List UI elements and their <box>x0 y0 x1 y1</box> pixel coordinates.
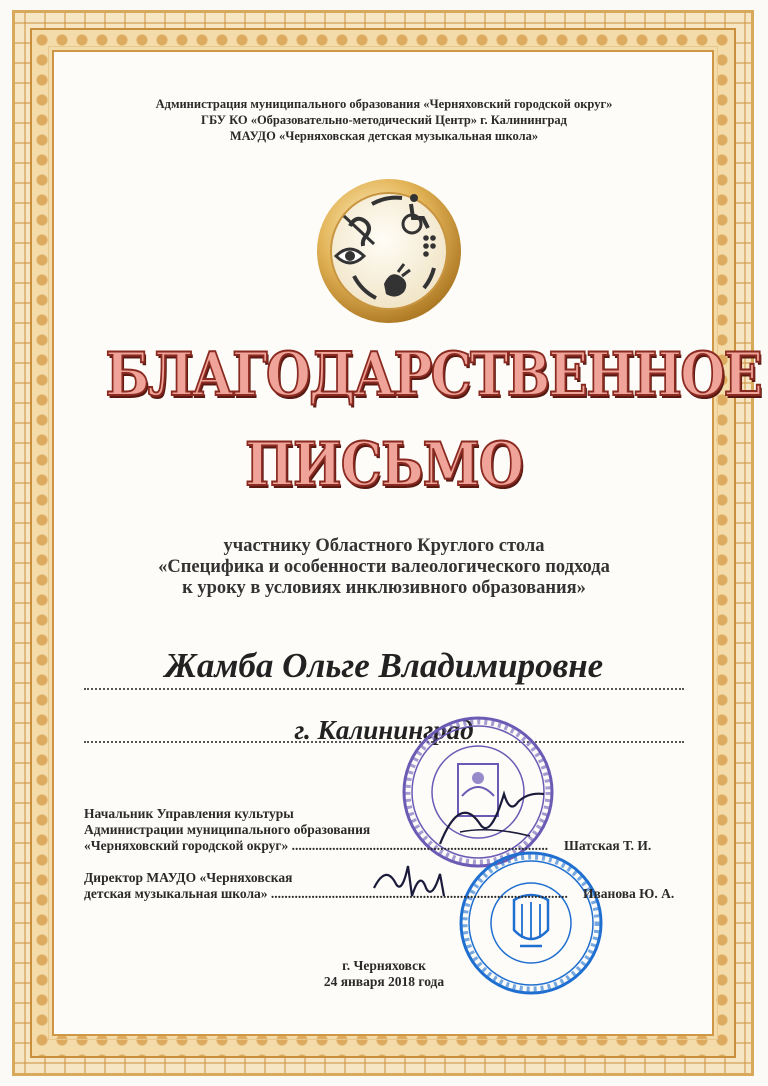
signatory-1-line-1: Начальник Управления культуры <box>84 806 294 821</box>
signatory-1-name: Шатская Т. И. <box>564 838 652 853</box>
signatory-2-line-1: Директор МАУДО «Черняховская <box>84 870 293 885</box>
dedication-text <box>60 536 708 599</box>
signatory-2-name: Иванова Ю. А. <box>583 886 675 901</box>
issue-date: 24 января 2018 года <box>323 974 445 989</box>
dotted-divider <box>84 741 684 743</box>
eye-icon <box>336 249 364 263</box>
signatory-1-line-2: Администрации муниципального образования <box>84 822 371 837</box>
recipient-city: г. Калининград <box>294 715 474 745</box>
signatory-1-title <box>84 806 549 854</box>
dedication-line-2: «Специфика и особенности валеологического подхода <box>158 557 610 577</box>
certificate-subtitle: ПИСЬМО <box>244 430 524 500</box>
issue-city: г. Черняховск <box>342 958 426 973</box>
recipient-name: Жамба Ольге Владимировне <box>164 646 604 685</box>
signatory-2-title <box>84 870 568 902</box>
issue-place-date <box>60 958 708 990</box>
dedication-line-3: к уроку в условиях инклюзивного образования» <box>182 578 586 598</box>
dotted-divider <box>84 688 684 690</box>
issuer-line-3: МАУДО «Черняховская детская музыкальная школа» <box>229 129 539 143</box>
signatory-1-line-3: «Черняховский городской округ» ............................................................................ <box>84 838 549 853</box>
issuer-line-2: ГБУ КО «Образовательно-методический Центр» г. Калининград <box>201 113 567 127</box>
issuer-line-1: Администрация муниципального образования «Черняховский городской округ» <box>155 97 613 111</box>
certificate-title: БЛАГОДАРСТВЕННОЕ <box>105 340 762 410</box>
signatory-2-line-2: детская музыкальная школа» ........................................................................................ <box>84 886 568 901</box>
dedication-line-1: участнику Областного Круглого стола <box>223 536 545 556</box>
accessibility-medallion <box>314 176 464 326</box>
issuer-header <box>60 96 708 144</box>
